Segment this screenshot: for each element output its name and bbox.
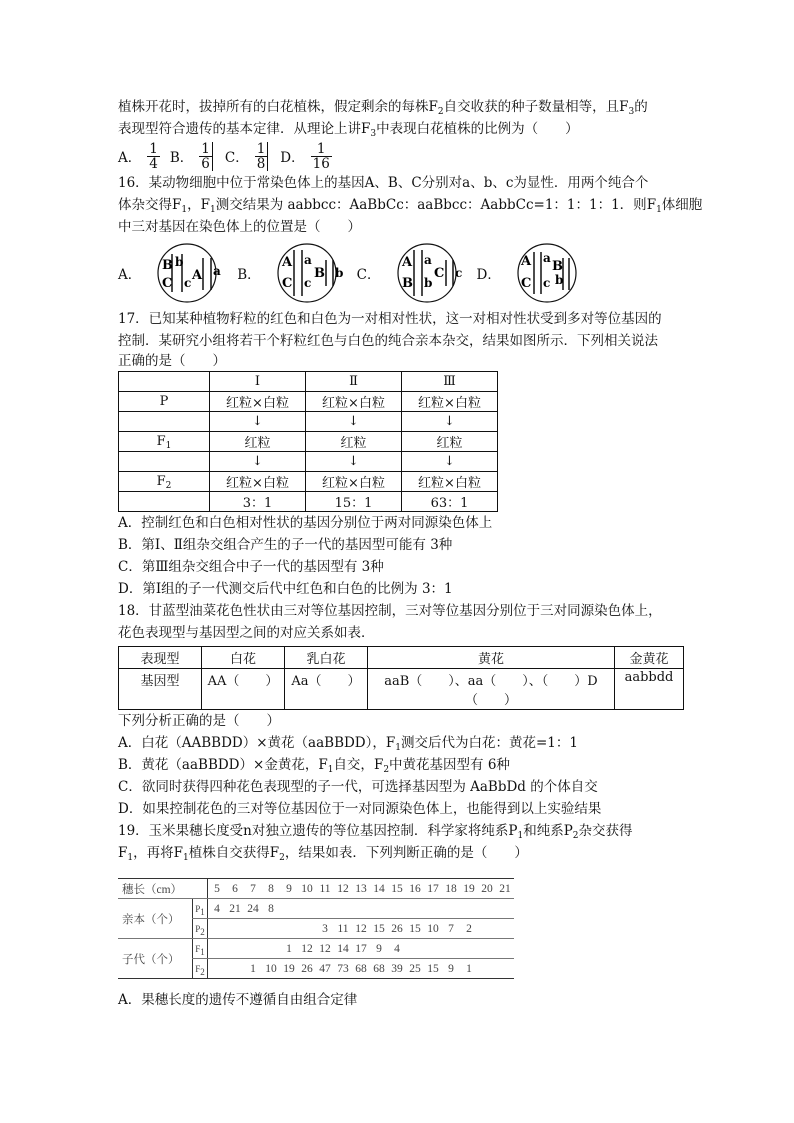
svg-text:B: B [313, 266, 325, 281]
count-cell: 9 [370, 939, 388, 959]
count-cell: 8 [262, 899, 280, 919]
svg-text:C: C [281, 276, 293, 291]
q17-option-a: A．控制红色和白色相对性状的基因分别位于两对同源染色体上 [118, 515, 493, 531]
gene-label: b [175, 255, 184, 269]
count-cell: 11 [334, 919, 352, 939]
q17-line1: 17．已知某种植物籽粒的红色和白色为一对相对性状，这一对相对性状受到多对等位基因的 [118, 311, 662, 327]
svg-text:b: b [334, 266, 344, 280]
count-cell [262, 939, 280, 959]
count-cell [226, 919, 244, 939]
count-cell [280, 899, 298, 919]
q17-line2: 控制．某研究小组将若干个籽粒红色与白色的纯合亲本杂交，结果如图所示．下列相关说法 [118, 333, 658, 349]
length-header-cell: 18 [442, 879, 460, 899]
count-cell: 3 [316, 919, 334, 939]
count-cell [226, 959, 244, 979]
q17-option-d: D．第Ⅰ组的子一代测交后代中红色和白色的比例为 3：1 [118, 581, 453, 597]
count-cell [478, 899, 496, 919]
count-cell: 4 [208, 899, 227, 919]
svg-text:B: B [401, 276, 413, 291]
q18-line1: 18．甘蓝型油菜花色性状由三对等位基因控制，三对等位基因分别位于三对同源染色体上， [118, 603, 662, 619]
svg-text:A: A [520, 254, 531, 269]
length-header-cell: 20 [478, 879, 496, 899]
count-cell [442, 939, 460, 959]
count-cell [208, 959, 227, 979]
count-cell: 15 [424, 959, 442, 979]
q19-table: 穗长（cm） 5 6 7 8 9 10 11 12 13 14 15 16 17 18 19 20 21 亲本（个） $P_1$ 4 21 24 8 $P_2$ 3 11 12 15 26 15 10 7 2 子代（个） $F_1$ 1 12 12 14 17 9 4 $F_2$ 1 10 19 26 47 73 68 68 39 25 15 9 1 [118, 878, 514, 979]
length-header-cell: 15 [388, 879, 406, 899]
length-header-cell: 13 [352, 879, 370, 899]
length-header-cell: 7 [244, 879, 262, 899]
count-cell [316, 899, 334, 919]
q19-line2: $F_1$，再将$F_1$植株自交获得$F_2$，结果如表．下列判断正确的是（ ） [118, 845, 528, 863]
count-cell: 68 [352, 959, 370, 979]
count-cell [496, 919, 514, 939]
count-cell [424, 939, 442, 959]
count-cell: 26 [298, 959, 316, 979]
fraction-c: $\frac{1}{8}$ [255, 142, 269, 171]
length-header-cell: 14 [370, 879, 388, 899]
count-cell: 19 [280, 959, 298, 979]
q19-option-a: A．果穗长度的遗传不遵循自由组合定律 [118, 992, 358, 1008]
count-cell [298, 919, 316, 939]
count-cell: 21 [226, 899, 244, 919]
q18-line2: 花色表现型与基因型之间的对应关系如表． [118, 625, 375, 641]
svg-text:A: A [401, 255, 412, 270]
q17-option-b: B．第Ⅰ、Ⅱ组杂交组合产生的子一代的基因型可能有 3种 [118, 537, 453, 553]
count-cell [208, 919, 227, 939]
svg-text:B: B [551, 259, 563, 274]
svg-text:c: c [454, 266, 462, 280]
count-cell: 12 [298, 939, 316, 959]
svg-text:a: a [303, 253, 312, 267]
count-cell: 39 [388, 959, 406, 979]
q18-line3: 下列分析正确的是（ ） [118, 713, 280, 729]
length-header-cell: 8 [262, 879, 280, 899]
q16-line1: 16．某动物细胞中位于常染色体上的基因A、B、C分别对a、b、c为显性．用两个纯合个 [118, 175, 649, 191]
gene-label: a [213, 264, 222, 278]
svg-text:c: c [303, 276, 311, 290]
q15-line2: 表现型符合遗传的基本定律．从理论上讲$F_3$中表现白花植株的比例为（ ） [118, 121, 579, 139]
count-cell: 25 [406, 959, 424, 979]
count-cell: 7 [442, 919, 460, 939]
count-cell [496, 959, 514, 979]
count-cell: 68 [370, 959, 388, 979]
svg-text:A: A [281, 255, 292, 270]
fraction-d: $\frac{1}{16}$ [312, 140, 330, 172]
q19-line1: 19．玉米果穗长度受n对独立遗传的等位基因控制．科学家将纯系$P_1$和纯系$P_2$杂交获得 [118, 823, 633, 841]
count-cell: 14 [334, 939, 352, 959]
cell-diagram-d [507, 242, 587, 304]
q17-line3: 正确的是（ ） [118, 353, 226, 369]
svg-text:b: b [423, 276, 432, 290]
count-cell [208, 939, 227, 959]
count-cell [478, 939, 496, 959]
count-cell [442, 899, 460, 919]
length-header-cell: 5 [208, 879, 227, 899]
gene-label: A [192, 268, 203, 283]
count-cell: 15 [370, 919, 388, 939]
gene-label: B [162, 258, 174, 273]
q15-line1: 植株开花时，拔掉所有的白花植株，假定剩余的每株$F_2$自交收获的种子数量相等，且$F_3$的 [118, 99, 648, 117]
length-header-cell: 6 [226, 879, 244, 899]
svg-text:b: b [554, 273, 564, 287]
q16-options: A． B b C c A a B． A a C c B b C． A a B b C c D． A a C c B b [118, 242, 684, 304]
q18-table: 表现型 白花 乳白花 黄花 金黄花 基因型 AA（ ） Aa（ ） aaB（ ）、aa（ ）、（ ）D （ ） aabbdd [118, 646, 684, 710]
q16-line2: 体杂交得$F_1$，$F_1$测交结果为 aabbcc：AaBbCc：aaBbcc：AabbCc=1：1：1：1．则$F_1$体细胞 [118, 197, 703, 215]
cell-diagram-b [267, 242, 347, 304]
count-cell: 1 [244, 959, 262, 979]
count-cell: 1 [280, 939, 298, 959]
fraction-b: $\frac{1}{6}$ [199, 142, 213, 171]
count-cell [478, 919, 496, 939]
length-header-cell: 16 [406, 879, 424, 899]
q15-options: A． $\frac{1}{4}$ B． $\frac{1}{6}$ C． $\frac{1}{8}$ D． $\frac{1}{16}$ [118, 140, 330, 172]
count-cell [460, 899, 478, 919]
count-cell: 26 [388, 919, 406, 939]
svg-text:C: C [520, 276, 532, 291]
q18-option-c: C．欲同时获得四种花色表现型的子一代，可选择基因型为 AaBbDd 的个体自交 [118, 779, 598, 795]
q18-option-b: B．黄花（aaBBDD）×金黄花，$F_1$自交，$F_2$中黄花基因型有 6种 [118, 757, 510, 775]
count-cell [298, 899, 316, 919]
count-cell [460, 939, 478, 959]
count-cell [334, 899, 352, 919]
length-header-cell: 9 [280, 879, 298, 899]
exam-page [118, 96, 703, 1011]
count-cell [406, 899, 424, 919]
q16-line3: 中三对基因在染色体上的位置是（ ） [118, 219, 361, 235]
length-header-cell: 21 [496, 879, 514, 899]
count-cell: 73 [334, 959, 352, 979]
count-cell [406, 939, 424, 959]
count-cell: 2 [460, 919, 478, 939]
count-cell [496, 939, 514, 959]
count-cell [388, 899, 406, 919]
cell-diagram-c [387, 242, 467, 304]
count-cell: 12 [352, 919, 370, 939]
gene-label: c [184, 276, 192, 290]
count-cell [424, 899, 442, 919]
count-cell [262, 919, 280, 939]
count-cell: 15 [406, 919, 424, 939]
q18-option-a: A．白花（AABBDD）×黄花（aaBBDD），$F_1$测交后代为白花：黄花=1：1 [118, 735, 578, 753]
count-cell: 10 [262, 959, 280, 979]
cell-diagram-a [147, 242, 227, 304]
q17-table: Ⅰ Ⅱ Ⅲ P 红粒×白粒 红粒×白粒 红粒×白粒 ↓ ↓ ↓ $F_1$ 红粒 红粒 红粒 ↓ ↓ ↓ $F_2$ 红粒×白粒 红粒×白粒 红粒×白粒 3：1 15：1 63：1 [118, 371, 498, 512]
q17-option-c: C．第Ⅲ组杂交组合中子一代的基因型有 3种 [118, 559, 384, 575]
svg-text:c: c [542, 276, 551, 290]
count-cell: 47 [316, 959, 334, 979]
svg-text:a: a [423, 253, 432, 267]
count-cell [244, 939, 262, 959]
count-cell [352, 899, 370, 919]
count-cell [496, 899, 514, 919]
count-cell [244, 919, 262, 939]
length-header-cell: 17 [424, 879, 442, 899]
count-cell: 10 [424, 919, 442, 939]
length-header-cell: 12 [334, 879, 352, 899]
gene-label: C [162, 276, 173, 291]
length-header-cell: 19 [460, 879, 478, 899]
count-cell: 4 [388, 939, 406, 959]
count-cell: 17 [352, 939, 370, 959]
count-cell [226, 939, 244, 959]
count-cell: 9 [442, 959, 460, 979]
count-cell [280, 919, 298, 939]
svg-text:C: C [433, 266, 444, 281]
length-header-cell: 10 [298, 879, 316, 899]
count-cell: 12 [316, 939, 334, 959]
count-cell: 24 [244, 899, 262, 919]
count-cell [370, 899, 388, 919]
count-cell: 1 [460, 959, 478, 979]
fraction-a: $\frac{1}{4}$ [149, 140, 158, 172]
count-cell [478, 959, 496, 979]
svg-text:a: a [542, 251, 551, 265]
length-header-cell: 11 [316, 879, 334, 899]
q18-option-d: D．如果控制花色的三对等位基因位于一对同源染色体上，也能得到以上实验结果 [118, 801, 602, 817]
